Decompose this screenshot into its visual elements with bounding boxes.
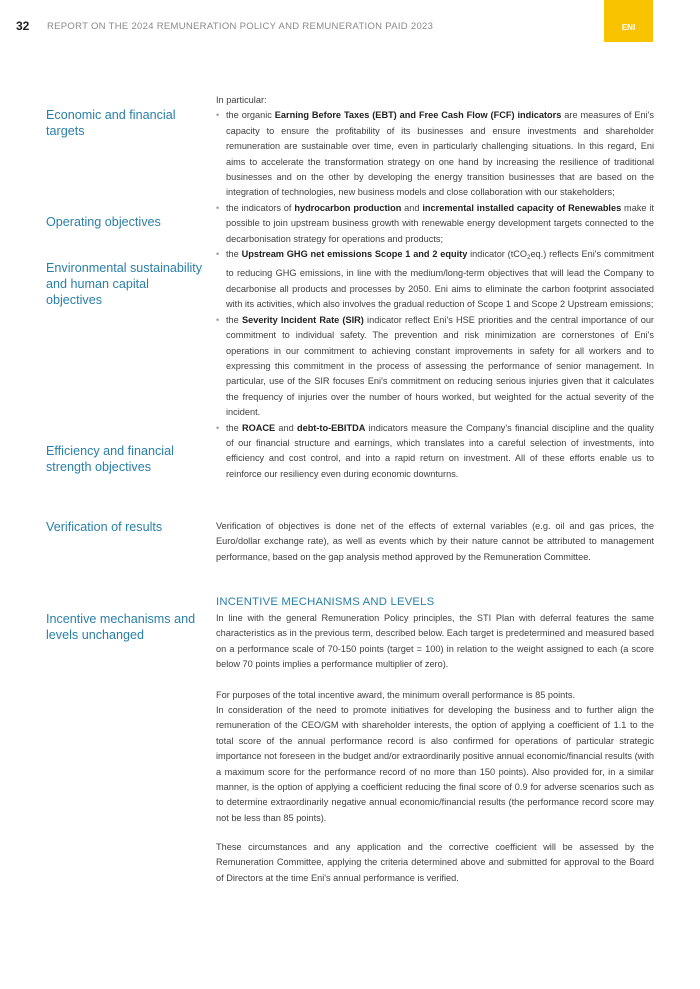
bullet-text: and xyxy=(401,202,423,213)
bullet-bold-term: hydrocarbon production xyxy=(294,202,402,213)
bullet-text: the xyxy=(226,422,242,433)
incentive-paragraph-4: These circumstances and any application and the corrective coefficient will be assessed by the Remuneration Committee, applying the criteria determined above and submitted for approval to the Board of Directors at the time Eni's annual performance is verified. xyxy=(216,842,654,883)
side-heading-economic: Economic and financial targets xyxy=(46,108,176,138)
bullet-ebt-fcf xyxy=(216,108,654,200)
bullet-bold-term: Severity Incident Rate (SIR) xyxy=(241,314,364,325)
bullet-text: and xyxy=(275,422,297,433)
bullet-sir xyxy=(216,313,654,421)
intro-text: In particular: xyxy=(216,95,267,105)
objectives-list xyxy=(216,93,654,482)
bullet-text: the xyxy=(226,314,242,325)
bullet-text: eq.) reflects Eni's commitment to reducing GHG emissions, in line with the medium/long-term objectives that will lead the Company to decarbonise all products and processes by 2050. Eni aims to eliminate the carbon footprint associated with its activities, which also involves the gradual reduction of Scope 1 and Scope 2 Upstream emissions; xyxy=(226,249,654,310)
incentive-paragraph-3: In consideration of the need to promote initiatives for developing the business and to further align the remuneration of the CEO/GM with shareholder interests, the option of applying a coefficient of 1.1 to the total score of the annual performance record is also confirmed for operations of particular strategic importance not foreseen in the budget and/or extraordinarily positive annual economic/financial results (with a maximum score for the performance record of no more than 150 points). Also provided for, in a similar manner, is the option of applying a coefficient reducing the final score of 0.9 for adverse scenarios such as to determine extraordinarily negative annual economic/financial results (the performance record score may not be less than 85 points). xyxy=(216,705,654,823)
bullet-text: indicator (tCO xyxy=(467,249,528,260)
subscript: 2 xyxy=(527,255,531,262)
report-title: REPORT ON THE 2024 REMUNERATION POLICY AND REMUNERATION PAID 2023 xyxy=(47,21,434,32)
bullet-bold-term: debt-to-EBITDA xyxy=(296,422,366,433)
bullet-text: make it possible to join upstream business growth with renewable energy development targets connected to the decarbonisation strategy for operations and products; xyxy=(226,202,654,244)
bullet-hydrocarbon-renewables xyxy=(216,201,654,247)
bullet-text: the xyxy=(226,249,242,260)
bullet-text: are measures of Eni's capacity to ensure the profitability of its businesses and ensure investments and shareholder remuneration are sustainable over time, even in particularly challenging situations. In this regard, Eni aims to accelerate the transformation strategy on one hand by increasing the resilience of traditional businesses and on the other by developing the energy transition businesses that are based on the integration of technologies, new business models and close collaboration with our stakeholders; xyxy=(226,110,654,198)
bullet-text: the indicators of xyxy=(226,202,295,213)
bullet-text: indicator reflect Eni's HSE priorities and the central importance of our commitment to individual safety. The prevention and risk minimization are cornerstones of Eni's operations in our commitment to achieving constant improvements in safety for all workers and to expressing this commitment in the process of assessing the performance of senior management. In particular, use of the SIR focuses Eni's commitment on reducing serious injuries given that it calculates the frequency of injuries over the number of hours worked, but weighted for the actual severity of the incident. xyxy=(226,314,654,418)
bullet-icon: • xyxy=(216,422,220,433)
bullet-roace-debt xyxy=(216,421,654,483)
bullet-icon: • xyxy=(216,110,220,121)
incentive-section-heading: INCENTIVE MECHANISMS AND LEVELS xyxy=(216,596,435,608)
bullet-bold-term: Earning Before Taxes (EBT) and Free Cash Flow (FCF) indicators xyxy=(274,110,562,121)
bullet-bold-term: incremental installed capacity of Renewables xyxy=(422,202,622,213)
verification-paragraph: Verification of objectives is done net of the effects of external variables (e.g. oil and gas prices, the Euro/dollar exchange rate), as well as events which by their nature cannot be attributed to management performance, based on the gap analysis method approved by the Remuneration Committee. xyxy=(216,521,654,562)
side-heading-environmental: Environmental sustainability and human capital objectives xyxy=(46,261,203,307)
side-heading-operating: Operating objectives xyxy=(46,215,161,229)
page-header xyxy=(0,0,700,44)
bullet-icon: • xyxy=(216,314,220,325)
bullet-text: indicators measure the Company's financial discipline and the quality of our financial structure and earnings, which translates into a careful selection of investments, into efficiency and cost control, and into a rapid return on investment. All of these efforts enable us to reinforce our resiliency even during economic downturns. xyxy=(226,422,655,479)
incentive-paragraph-1: In line with the general Remuneration Policy principles, the STI Plan with deferral features the same characteristics as in the previous term, described below. Each target is predetermined and measured based on a performance scale of 70-150 points (target = 100) in relation to the weight assigned to each (a score below 70 points implies a performance multiplier of zero). xyxy=(216,613,654,670)
side-heading-efficiency: Efficiency and financial strength objectives xyxy=(46,444,174,474)
bullet-text: the organic xyxy=(226,110,275,121)
page-number: 32 xyxy=(16,19,30,33)
side-heading-incentive: Incentive mechanisms and levels unchanged xyxy=(46,612,196,642)
bullet-ghg-emissions xyxy=(216,247,654,313)
bullet-icon: • xyxy=(216,202,220,213)
bullet-icon: • xyxy=(216,249,220,260)
bullet-bold-term: Upstream GHG net emissions Scope 1 and 2 equity xyxy=(241,249,468,260)
incentive-paragraph-2: For purposes of the total incentive award, the minimum overall performance is 85 points. xyxy=(216,690,575,700)
side-heading-verification: Verification of results xyxy=(46,520,163,534)
bullet-bold-term: ROACE xyxy=(242,422,276,433)
brand-tab: ENI xyxy=(604,0,653,42)
